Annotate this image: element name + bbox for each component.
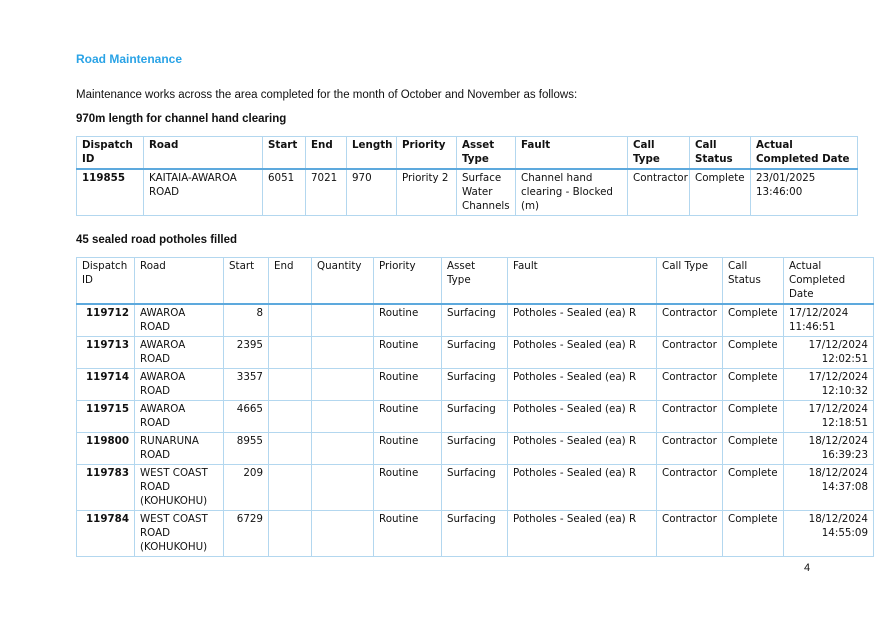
column-header: Actual Completed Date — [784, 258, 874, 305]
fault-cell: Potholes - Sealed (ea) R — [508, 465, 657, 511]
priority-cell: Routine — [374, 433, 442, 465]
start-cell: 6051 — [263, 169, 306, 216]
priority-cell: Routine — [374, 401, 442, 433]
dispatch-id-cell: 119855 — [77, 169, 144, 216]
column-header: Quantity — [312, 258, 374, 305]
column-header: End — [269, 258, 312, 305]
completed-time: 12:10:32 — [821, 385, 868, 397]
start-cell: 3357 — [224, 369, 269, 401]
fault-cell: Potholes - Sealed (ea) R — [508, 337, 657, 369]
table-row — [77, 401, 874, 433]
asset-type-cell: Surfacing — [442, 511, 508, 557]
call-status-cell: Complete — [723, 304, 784, 337]
column-header: Fault — [516, 137, 628, 170]
end-cell: 7021 — [306, 169, 347, 216]
road-cell: AWAROA ROAD — [135, 304, 224, 337]
completed-time: 11:46:51 — [789, 321, 836, 333]
priority-cell: Routine — [374, 465, 442, 511]
fault-cell: Potholes - Sealed (ea) R — [508, 511, 657, 557]
completed-date-cell — [784, 465, 874, 511]
table-row — [77, 511, 874, 557]
dispatch-id-cell: 119714 — [77, 369, 135, 401]
road-cell: WEST COAST ROAD (KOHUKOHU) — [135, 465, 224, 511]
completed-date-cell — [784, 511, 874, 557]
quantity-cell — [312, 337, 374, 369]
asset-type-cell: Surfacing — [442, 465, 508, 511]
asset-type-cell: Surfacing — [442, 304, 508, 337]
completed-date: 17/12/2024 — [808, 371, 868, 383]
road-cell: WEST COAST ROAD (KOHUKOHU) — [135, 511, 224, 557]
call-type-cell: Contractor — [628, 169, 690, 216]
quantity-cell — [312, 433, 374, 465]
call-status-cell: Complete — [723, 433, 784, 465]
asset-type-cell: Surfacing — [442, 369, 508, 401]
fault-cell: Channel hand clearing - Blocked (m) — [516, 169, 628, 216]
call-type-cell: Contractor — [657, 511, 723, 557]
column-header: Call Status — [690, 137, 751, 170]
completed-date: 18/12/2024 — [808, 513, 868, 525]
completed-date-cell — [784, 433, 874, 465]
completed-date: 17/12/2024 — [808, 339, 868, 351]
start-cell: 209 — [224, 465, 269, 511]
quantity-cell — [312, 401, 374, 433]
column-header: Call Type — [628, 137, 690, 170]
priority-cell: Routine — [374, 304, 442, 337]
road-cell: AWAROA ROAD — [135, 337, 224, 369]
column-header: Priority — [374, 258, 442, 305]
priority-cell: Routine — [374, 369, 442, 401]
column-header: Fault — [508, 258, 657, 305]
call-status-cell: Complete — [723, 401, 784, 433]
end-cell — [269, 465, 312, 511]
fault-cell: Potholes - Sealed (ea) R — [508, 369, 657, 401]
table-header-row — [77, 258, 874, 305]
table-row — [77, 369, 874, 401]
start-cell: 8 — [224, 304, 269, 337]
call-status-cell: Complete — [723, 369, 784, 401]
column-header: Actual Completed Date — [751, 137, 858, 170]
column-header: Call Type — [657, 258, 723, 305]
end-cell — [269, 433, 312, 465]
column-header: Call Status — [723, 258, 784, 305]
table-row — [77, 337, 874, 369]
column-header: Asset Type — [442, 258, 508, 305]
road-cell: AWAROA ROAD — [135, 401, 224, 433]
column-header: Road — [144, 137, 263, 170]
table-row — [77, 169, 858, 216]
call-status-cell: Complete — [723, 337, 784, 369]
completed-date-cell — [784, 369, 874, 401]
road-cell: AWAROA ROAD — [135, 369, 224, 401]
completed-date: 23/01/2025 — [756, 172, 816, 184]
quantity-cell — [312, 465, 374, 511]
completed-time: 14:55:09 — [821, 527, 868, 539]
road-cell: RUNARUNA ROAD — [135, 433, 224, 465]
quantity-cell — [312, 304, 374, 337]
start-cell: 4665 — [224, 401, 269, 433]
start-cell: 8955 — [224, 433, 269, 465]
column-header: Priority — [397, 137, 457, 170]
column-header: Dispatch ID — [77, 258, 135, 305]
completed-date-cell — [784, 401, 874, 433]
start-cell: 6729 — [224, 511, 269, 557]
fault-cell: Potholes - Sealed (ea) R — [508, 433, 657, 465]
asset-type-cell: Surfacing — [442, 433, 508, 465]
table-row — [77, 304, 874, 337]
asset-type-cell: Surfacing — [442, 337, 508, 369]
priority-cell: Routine — [374, 511, 442, 557]
column-header: Dispatch ID — [77, 137, 144, 170]
completed-date-cell — [751, 169, 858, 216]
asset-type-cell: Surfacing — [442, 401, 508, 433]
completed-time: 12:18:51 — [821, 417, 868, 429]
end-cell — [269, 337, 312, 369]
section-title-potholes: 45 sealed road potholes filled — [76, 234, 238, 246]
completed-date: 18/12/2024 — [808, 467, 868, 479]
section-title-channel-clearing: 970m length for channel hand clearing — [76, 113, 287, 125]
dispatch-id-cell: 119783 — [77, 465, 135, 511]
quantity-cell — [312, 511, 374, 557]
dispatch-id-cell: 119713 — [77, 337, 135, 369]
call-type-cell: Contractor — [657, 465, 723, 511]
dispatch-id-cell: 119715 — [77, 401, 135, 433]
channel-clearing-table — [76, 136, 858, 216]
table-header-row — [77, 137, 858, 170]
asset-type-cell: Surface Water Channels — [457, 169, 516, 216]
start-cell: 2395 — [224, 337, 269, 369]
fault-cell: Potholes - Sealed (ea) R — [508, 304, 657, 337]
column-header: Road — [135, 258, 224, 305]
column-header: Asset Type — [457, 137, 516, 170]
dispatch-id-cell: 119784 — [77, 511, 135, 557]
completed-time: 14:37:08 — [821, 481, 868, 493]
completed-time: 16:39:23 — [821, 449, 868, 461]
dispatch-id-cell: 119800 — [77, 433, 135, 465]
page-title: Road Maintenance — [76, 52, 183, 66]
call-status-cell: Complete — [723, 465, 784, 511]
priority-cell: Priority 2 — [397, 169, 457, 216]
completed-time: 12:02:51 — [821, 353, 868, 365]
call-type-cell: Contractor — [657, 401, 723, 433]
call-status-cell: Complete — [723, 511, 784, 557]
completed-time: 13:46:00 — [756, 186, 803, 198]
column-header: End — [306, 137, 347, 170]
road-cell: KAITAIA-AWAROA ROAD — [144, 169, 263, 216]
end-cell — [269, 511, 312, 557]
call-type-cell: Contractor — [657, 304, 723, 337]
column-header: Length — [347, 137, 397, 170]
end-cell — [269, 304, 312, 337]
table-row — [77, 433, 874, 465]
call-type-cell: Contractor — [657, 337, 723, 369]
column-header: Start — [263, 137, 306, 170]
completed-date-cell — [784, 304, 874, 337]
completed-date: 18/12/2024 — [808, 435, 868, 447]
end-cell — [269, 401, 312, 433]
fault-cell: Potholes - Sealed (ea) R — [508, 401, 657, 433]
quantity-cell — [312, 369, 374, 401]
call-status-cell: Complete — [690, 169, 751, 216]
completed-date: 17/12/2024 — [808, 403, 868, 415]
length-cell: 970 — [347, 169, 397, 216]
potholes-table — [76, 257, 874, 557]
completed-date-cell — [784, 337, 874, 369]
call-type-cell: Contractor — [657, 369, 723, 401]
call-type-cell: Contractor — [657, 433, 723, 465]
intro-paragraph: Maintenance works across the area completed for the month of October and November as follows: — [76, 89, 578, 101]
end-cell — [269, 369, 312, 401]
priority-cell: Routine — [374, 337, 442, 369]
dispatch-id-cell: 119712 — [77, 304, 135, 337]
column-header: Start — [224, 258, 269, 305]
page-number: 4 — [804, 562, 811, 574]
completed-date: 17/12/2024 — [789, 307, 849, 319]
table-row — [77, 465, 874, 511]
